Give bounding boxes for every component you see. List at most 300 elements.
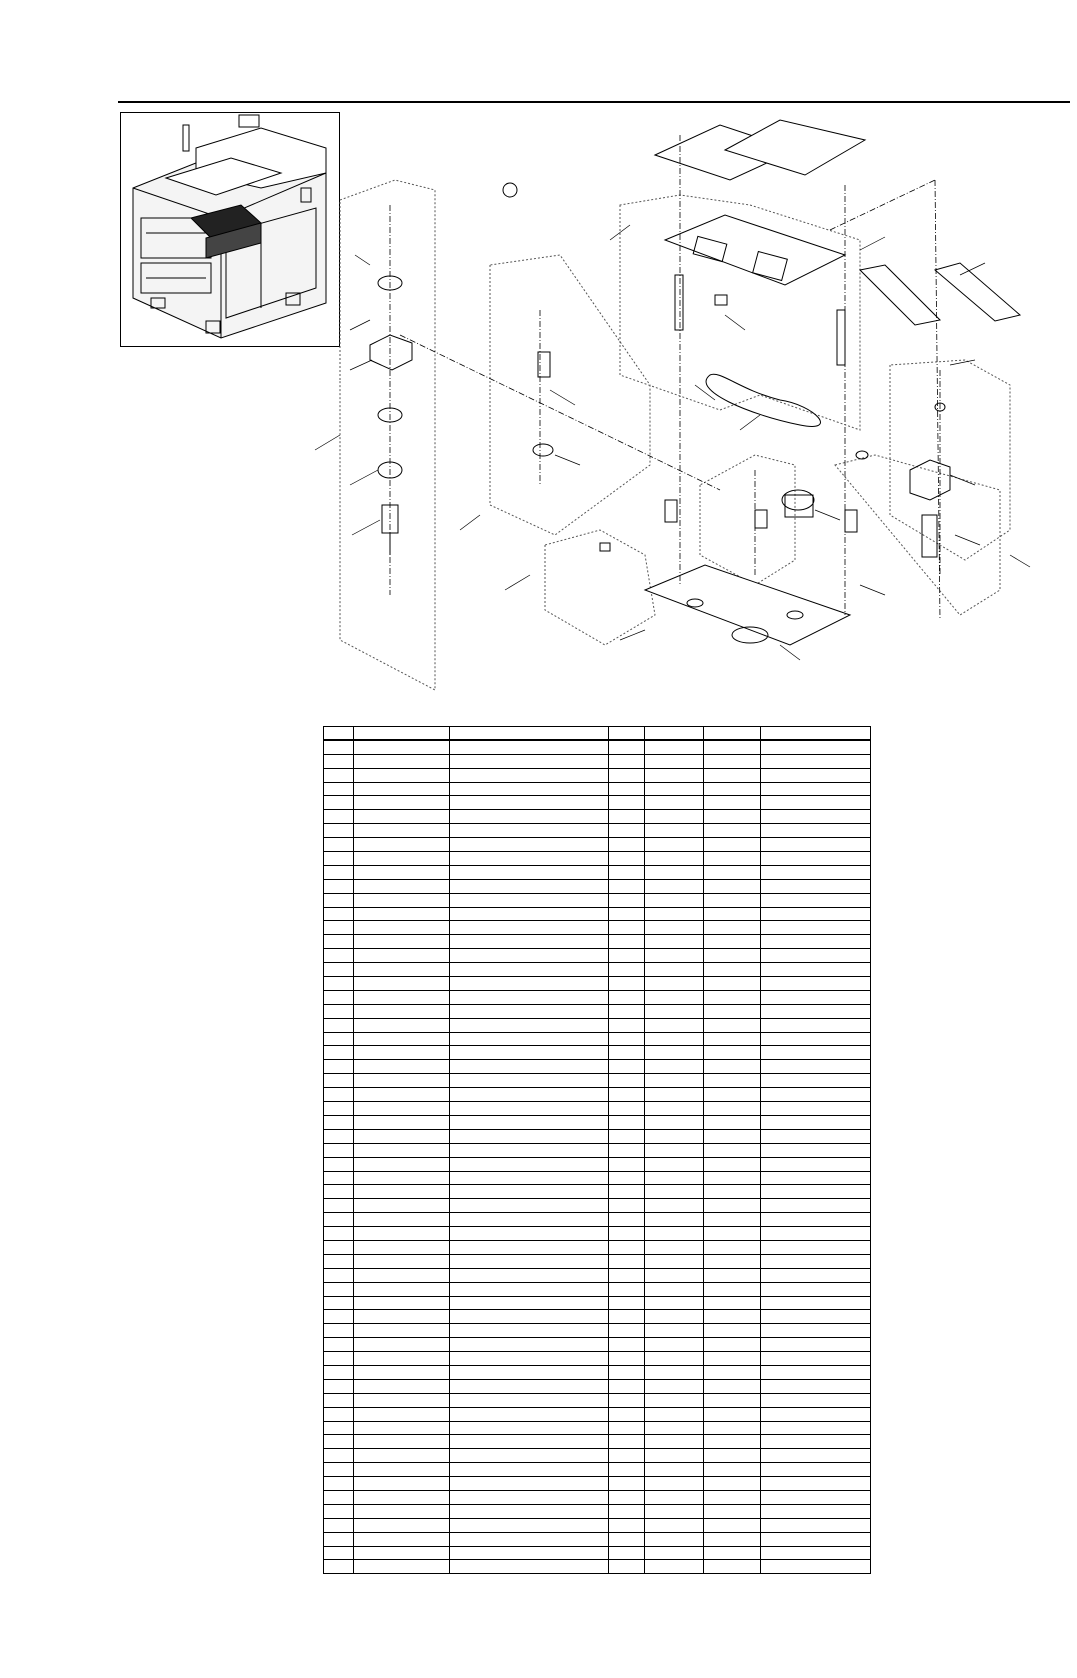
table-cell	[324, 796, 354, 810]
table-cell	[609, 1477, 645, 1491]
table-cell	[645, 1060, 704, 1074]
table-cell	[761, 1171, 871, 1185]
table-row	[324, 977, 871, 991]
table-cell	[645, 1185, 704, 1199]
table-cell	[450, 810, 609, 824]
table-cell	[704, 1449, 761, 1463]
table-cell	[354, 1546, 450, 1560]
table-cell	[609, 754, 645, 768]
group-outline-mid	[700, 455, 795, 585]
table-cell	[704, 740, 761, 754]
table-cell	[324, 893, 354, 907]
table-cell	[704, 963, 761, 977]
table-cell	[704, 990, 761, 1004]
table-cell	[704, 824, 761, 838]
table-cell	[609, 1129, 645, 1143]
table-cell	[761, 1157, 871, 1171]
table-cell	[645, 1532, 704, 1546]
table-cell	[324, 1324, 354, 1338]
table-cell	[704, 1504, 761, 1518]
table-cell	[609, 1393, 645, 1407]
table-row	[324, 1240, 871, 1254]
table-cell	[450, 1185, 609, 1199]
table-cell	[609, 935, 645, 949]
table-cell	[704, 1268, 761, 1282]
table-cell	[354, 796, 450, 810]
table-cell	[609, 1449, 645, 1463]
table-cell	[645, 1546, 704, 1560]
table-cell	[704, 1171, 761, 1185]
table-row	[324, 990, 871, 1004]
table-cell	[761, 1115, 871, 1129]
table-cell	[704, 1240, 761, 1254]
table-cell	[324, 1157, 354, 1171]
table-cell	[645, 1199, 704, 1213]
table-cell	[324, 1518, 354, 1532]
table-cell	[609, 921, 645, 935]
table-cell	[761, 1240, 871, 1254]
table-cell	[704, 893, 761, 907]
table-cell	[704, 1032, 761, 1046]
table-row	[324, 1074, 871, 1088]
table-cell	[450, 1254, 609, 1268]
table-cell	[761, 977, 871, 991]
table-cell	[645, 921, 704, 935]
table-row	[324, 1352, 871, 1366]
table-row	[324, 1227, 871, 1241]
table-cell	[645, 1504, 704, 1518]
table-cell	[761, 768, 871, 782]
table-cell	[450, 1004, 609, 1018]
table-cell	[761, 935, 871, 949]
table-cell	[645, 1171, 704, 1185]
table-cell	[354, 1018, 450, 1032]
table-cell	[354, 1421, 450, 1435]
table-cell	[645, 768, 704, 782]
table-row	[324, 1199, 871, 1213]
table-cell	[704, 907, 761, 921]
table-cell	[354, 782, 450, 796]
table-cell	[324, 1213, 354, 1227]
table-cell	[609, 796, 645, 810]
table-cell	[704, 1157, 761, 1171]
table-row	[324, 1129, 871, 1143]
table-cell	[609, 1435, 645, 1449]
table-cell	[354, 1074, 450, 1088]
table-cell	[450, 740, 609, 754]
table-cell	[450, 782, 609, 796]
table-cell	[354, 990, 450, 1004]
table-cell	[324, 1171, 354, 1185]
table-cell	[450, 1115, 609, 1129]
table-cell	[761, 1504, 871, 1518]
table-cell	[761, 1352, 871, 1366]
group-outline-right	[890, 360, 1010, 560]
table-cell	[450, 1393, 609, 1407]
table-cell	[645, 990, 704, 1004]
table-cell	[609, 865, 645, 879]
table-cell	[354, 879, 450, 893]
table-cell	[354, 907, 450, 921]
table-cell	[450, 1227, 609, 1241]
table-row	[324, 1532, 871, 1546]
table-cell	[450, 1129, 609, 1143]
table-cell	[761, 1379, 871, 1393]
table-cell	[609, 1018, 645, 1032]
parts-list-body	[324, 727, 871, 1574]
table-cell	[761, 1088, 871, 1102]
table-cell	[645, 1227, 704, 1241]
table-cell	[450, 1379, 609, 1393]
table-cell	[704, 1477, 761, 1491]
table-cell	[645, 865, 704, 879]
table-cell	[354, 1560, 450, 1574]
table-row	[324, 1393, 871, 1407]
table-row	[324, 1365, 871, 1379]
table-cell	[324, 1296, 354, 1310]
table-cell	[450, 921, 609, 935]
table-cell	[609, 949, 645, 963]
table-cell	[645, 1393, 704, 1407]
table-cell	[450, 727, 609, 741]
table-cell	[645, 1449, 704, 1463]
table-cell	[704, 1490, 761, 1504]
table-cell	[645, 838, 704, 852]
table-cell	[324, 921, 354, 935]
table-cell	[761, 1046, 871, 1060]
table-cell	[704, 1282, 761, 1296]
table-cell	[704, 768, 761, 782]
group-outline-left	[340, 180, 435, 690]
table-cell	[354, 1282, 450, 1296]
table-cell	[645, 1477, 704, 1491]
table-cell	[761, 1199, 871, 1213]
table-cell	[645, 1213, 704, 1227]
table-cell	[450, 1435, 609, 1449]
table-cell	[704, 1004, 761, 1018]
table-cell	[450, 935, 609, 949]
table-cell	[761, 1449, 871, 1463]
table-cell	[645, 1115, 704, 1129]
table-cell	[704, 1532, 761, 1546]
table-row	[324, 740, 871, 754]
table-cell	[645, 907, 704, 921]
table-cell	[450, 1518, 609, 1532]
table-row	[324, 1268, 871, 1282]
table-row	[324, 1213, 871, 1227]
table-cell	[609, 1143, 645, 1157]
table-cell	[704, 1199, 761, 1213]
table-cell	[704, 935, 761, 949]
table-cell	[761, 1296, 871, 1310]
table-cell	[704, 921, 761, 935]
table-cell	[324, 1254, 354, 1268]
table-cell	[609, 977, 645, 991]
table-row	[324, 1060, 871, 1074]
table-cell	[704, 1227, 761, 1241]
table-row	[324, 1004, 871, 1018]
table-cell	[354, 810, 450, 824]
table-cell	[450, 1018, 609, 1032]
table-cell	[609, 1421, 645, 1435]
table-cell	[324, 935, 354, 949]
table-cell	[645, 782, 704, 796]
table-cell	[354, 1490, 450, 1504]
table-cell	[761, 1102, 871, 1116]
table-row	[324, 824, 871, 838]
table-cell	[609, 1088, 645, 1102]
table-cell	[450, 1477, 609, 1491]
table-cell	[645, 1018, 704, 1032]
table-cell	[324, 1102, 354, 1116]
table-cell	[354, 1199, 450, 1213]
table-cell	[645, 1518, 704, 1532]
table-cell	[354, 1407, 450, 1421]
table-row	[324, 893, 871, 907]
table-cell	[645, 796, 704, 810]
table-cell	[354, 1088, 450, 1102]
table-row	[324, 935, 871, 949]
table-cell	[324, 990, 354, 1004]
table-cell	[609, 1463, 645, 1477]
table-cell	[645, 1240, 704, 1254]
table-row	[324, 796, 871, 810]
table-cell	[324, 1477, 354, 1491]
table-cell	[609, 1227, 645, 1241]
table-row	[324, 1407, 871, 1421]
table-cell	[324, 1435, 354, 1449]
table-cell	[704, 1338, 761, 1352]
table-cell	[450, 990, 609, 1004]
table-row	[324, 1018, 871, 1032]
table-row	[324, 1324, 871, 1338]
table-cell	[354, 754, 450, 768]
table-cell	[645, 1310, 704, 1324]
table-cell	[761, 810, 871, 824]
table-cell	[645, 824, 704, 838]
table-cell	[609, 1185, 645, 1199]
table-cell	[645, 1102, 704, 1116]
table-cell	[704, 1129, 761, 1143]
table-cell	[354, 1185, 450, 1199]
table-cell	[761, 893, 871, 907]
table-cell	[354, 1379, 450, 1393]
table-cell	[354, 1143, 450, 1157]
table-cell	[354, 949, 450, 963]
table-cell	[645, 1324, 704, 1338]
table-row	[324, 1560, 871, 1574]
table-cell	[324, 1004, 354, 1018]
table-cell	[704, 1018, 761, 1032]
table-cell	[324, 1490, 354, 1504]
table-cell	[324, 1018, 354, 1032]
table-cell	[354, 963, 450, 977]
table-cell	[324, 1032, 354, 1046]
table-cell	[450, 1060, 609, 1074]
table-cell	[645, 1004, 704, 1018]
table-cell	[645, 1365, 704, 1379]
table-cell	[645, 879, 704, 893]
table-cell	[324, 727, 354, 741]
table-row	[324, 1115, 871, 1129]
table-cell	[450, 1338, 609, 1352]
table-cell	[761, 1282, 871, 1296]
table-cell	[645, 935, 704, 949]
table-cell	[609, 740, 645, 754]
table-row	[324, 782, 871, 796]
table-cell	[645, 949, 704, 963]
table-cell	[324, 768, 354, 782]
table-cell	[354, 1365, 450, 1379]
table-cell	[609, 1268, 645, 1282]
table-cell	[324, 1088, 354, 1102]
table-cell	[324, 1143, 354, 1157]
table-cell	[704, 1296, 761, 1310]
table-cell	[354, 1504, 450, 1518]
table-cell	[609, 1199, 645, 1213]
table-cell	[324, 1504, 354, 1518]
table-cell	[324, 907, 354, 921]
table-cell	[609, 1115, 645, 1129]
table-cell	[354, 1157, 450, 1171]
table-cell	[609, 1532, 645, 1546]
table-cell	[450, 1213, 609, 1227]
table-cell	[324, 977, 354, 991]
table-cell	[761, 1074, 871, 1088]
table-cell	[704, 1102, 761, 1116]
table-cell	[354, 1463, 450, 1477]
table-cell	[450, 865, 609, 879]
table-cell	[450, 1407, 609, 1421]
table-cell	[324, 1185, 354, 1199]
table-row	[324, 1477, 871, 1491]
table-cell	[354, 1393, 450, 1407]
table-cell	[704, 977, 761, 991]
table-row	[324, 1254, 871, 1268]
table-cell	[450, 1074, 609, 1088]
table-cell	[609, 852, 645, 866]
table-cell	[761, 1477, 871, 1491]
table-cell	[704, 1560, 761, 1574]
table-row	[324, 1296, 871, 1310]
table-cell	[354, 838, 450, 852]
table-cell	[354, 824, 450, 838]
table-cell	[450, 1199, 609, 1213]
table-cell	[324, 1240, 354, 1254]
table-cell	[704, 1310, 761, 1324]
table-cell	[324, 1338, 354, 1352]
table-cell	[704, 1185, 761, 1199]
table-row	[324, 768, 871, 782]
table-cell	[354, 1129, 450, 1143]
table-cell	[609, 1546, 645, 1560]
table-cell	[609, 1074, 645, 1088]
table-cell	[324, 1421, 354, 1435]
table-row	[324, 838, 871, 852]
table-cell	[450, 1532, 609, 1546]
table-cell	[450, 1490, 609, 1504]
table-cell	[704, 838, 761, 852]
table-cell	[761, 1393, 871, 1407]
table-cell	[324, 1199, 354, 1213]
table-row	[324, 1032, 871, 1046]
table-cell	[354, 1518, 450, 1532]
parts-list-table	[323, 726, 871, 1574]
table-cell	[354, 1324, 450, 1338]
table-cell	[609, 1490, 645, 1504]
table-cell	[704, 1407, 761, 1421]
table-cell	[761, 963, 871, 977]
table-cell	[761, 921, 871, 935]
table-cell	[354, 1240, 450, 1254]
table-cell	[324, 754, 354, 768]
table-cell	[324, 1393, 354, 1407]
group-outline-right-outer	[835, 455, 1000, 615]
table-cell	[609, 782, 645, 796]
table-cell	[450, 949, 609, 963]
table-cell	[704, 1393, 761, 1407]
exploded-parts-diagram	[300, 115, 1077, 715]
table-row	[324, 1185, 871, 1199]
table-row	[324, 1282, 871, 1296]
table-row	[324, 1046, 871, 1060]
table-cell	[450, 1560, 609, 1574]
table-cell	[704, 782, 761, 796]
table-cell	[761, 1546, 871, 1560]
table-cell	[324, 1046, 354, 1060]
table-cell	[609, 1060, 645, 1074]
table-cell	[354, 1449, 450, 1463]
table-row	[324, 963, 871, 977]
table-row	[324, 1421, 871, 1435]
table-cell	[704, 1213, 761, 1227]
table-cell	[609, 893, 645, 907]
table-cell	[609, 1352, 645, 1366]
table-cell	[609, 1296, 645, 1310]
table-cell	[450, 1102, 609, 1116]
table-cell	[704, 1115, 761, 1129]
table-cell	[645, 963, 704, 977]
table-cell	[354, 1227, 450, 1241]
table-cell	[645, 977, 704, 991]
table-cell	[609, 907, 645, 921]
table-cell	[609, 1213, 645, 1227]
table-cell	[354, 893, 450, 907]
table-cell	[645, 1254, 704, 1268]
table-cell	[324, 1407, 354, 1421]
table-cell	[704, 865, 761, 879]
table-cell	[450, 768, 609, 782]
table-cell	[450, 1032, 609, 1046]
table-cell	[704, 727, 761, 741]
table-cell	[450, 907, 609, 921]
table-cell	[645, 1463, 704, 1477]
table-cell	[609, 1171, 645, 1185]
table-row	[324, 865, 871, 879]
table-cell	[645, 1338, 704, 1352]
table-cell	[645, 1282, 704, 1296]
table-cell	[761, 824, 871, 838]
table-cell	[354, 1115, 450, 1129]
table-cell	[609, 1102, 645, 1116]
table-cell	[324, 852, 354, 866]
table-cell	[761, 907, 871, 921]
table-row	[324, 949, 871, 963]
table-row	[324, 1518, 871, 1532]
table-cell	[761, 1421, 871, 1435]
table-cell	[324, 949, 354, 963]
table-row	[324, 727, 871, 741]
